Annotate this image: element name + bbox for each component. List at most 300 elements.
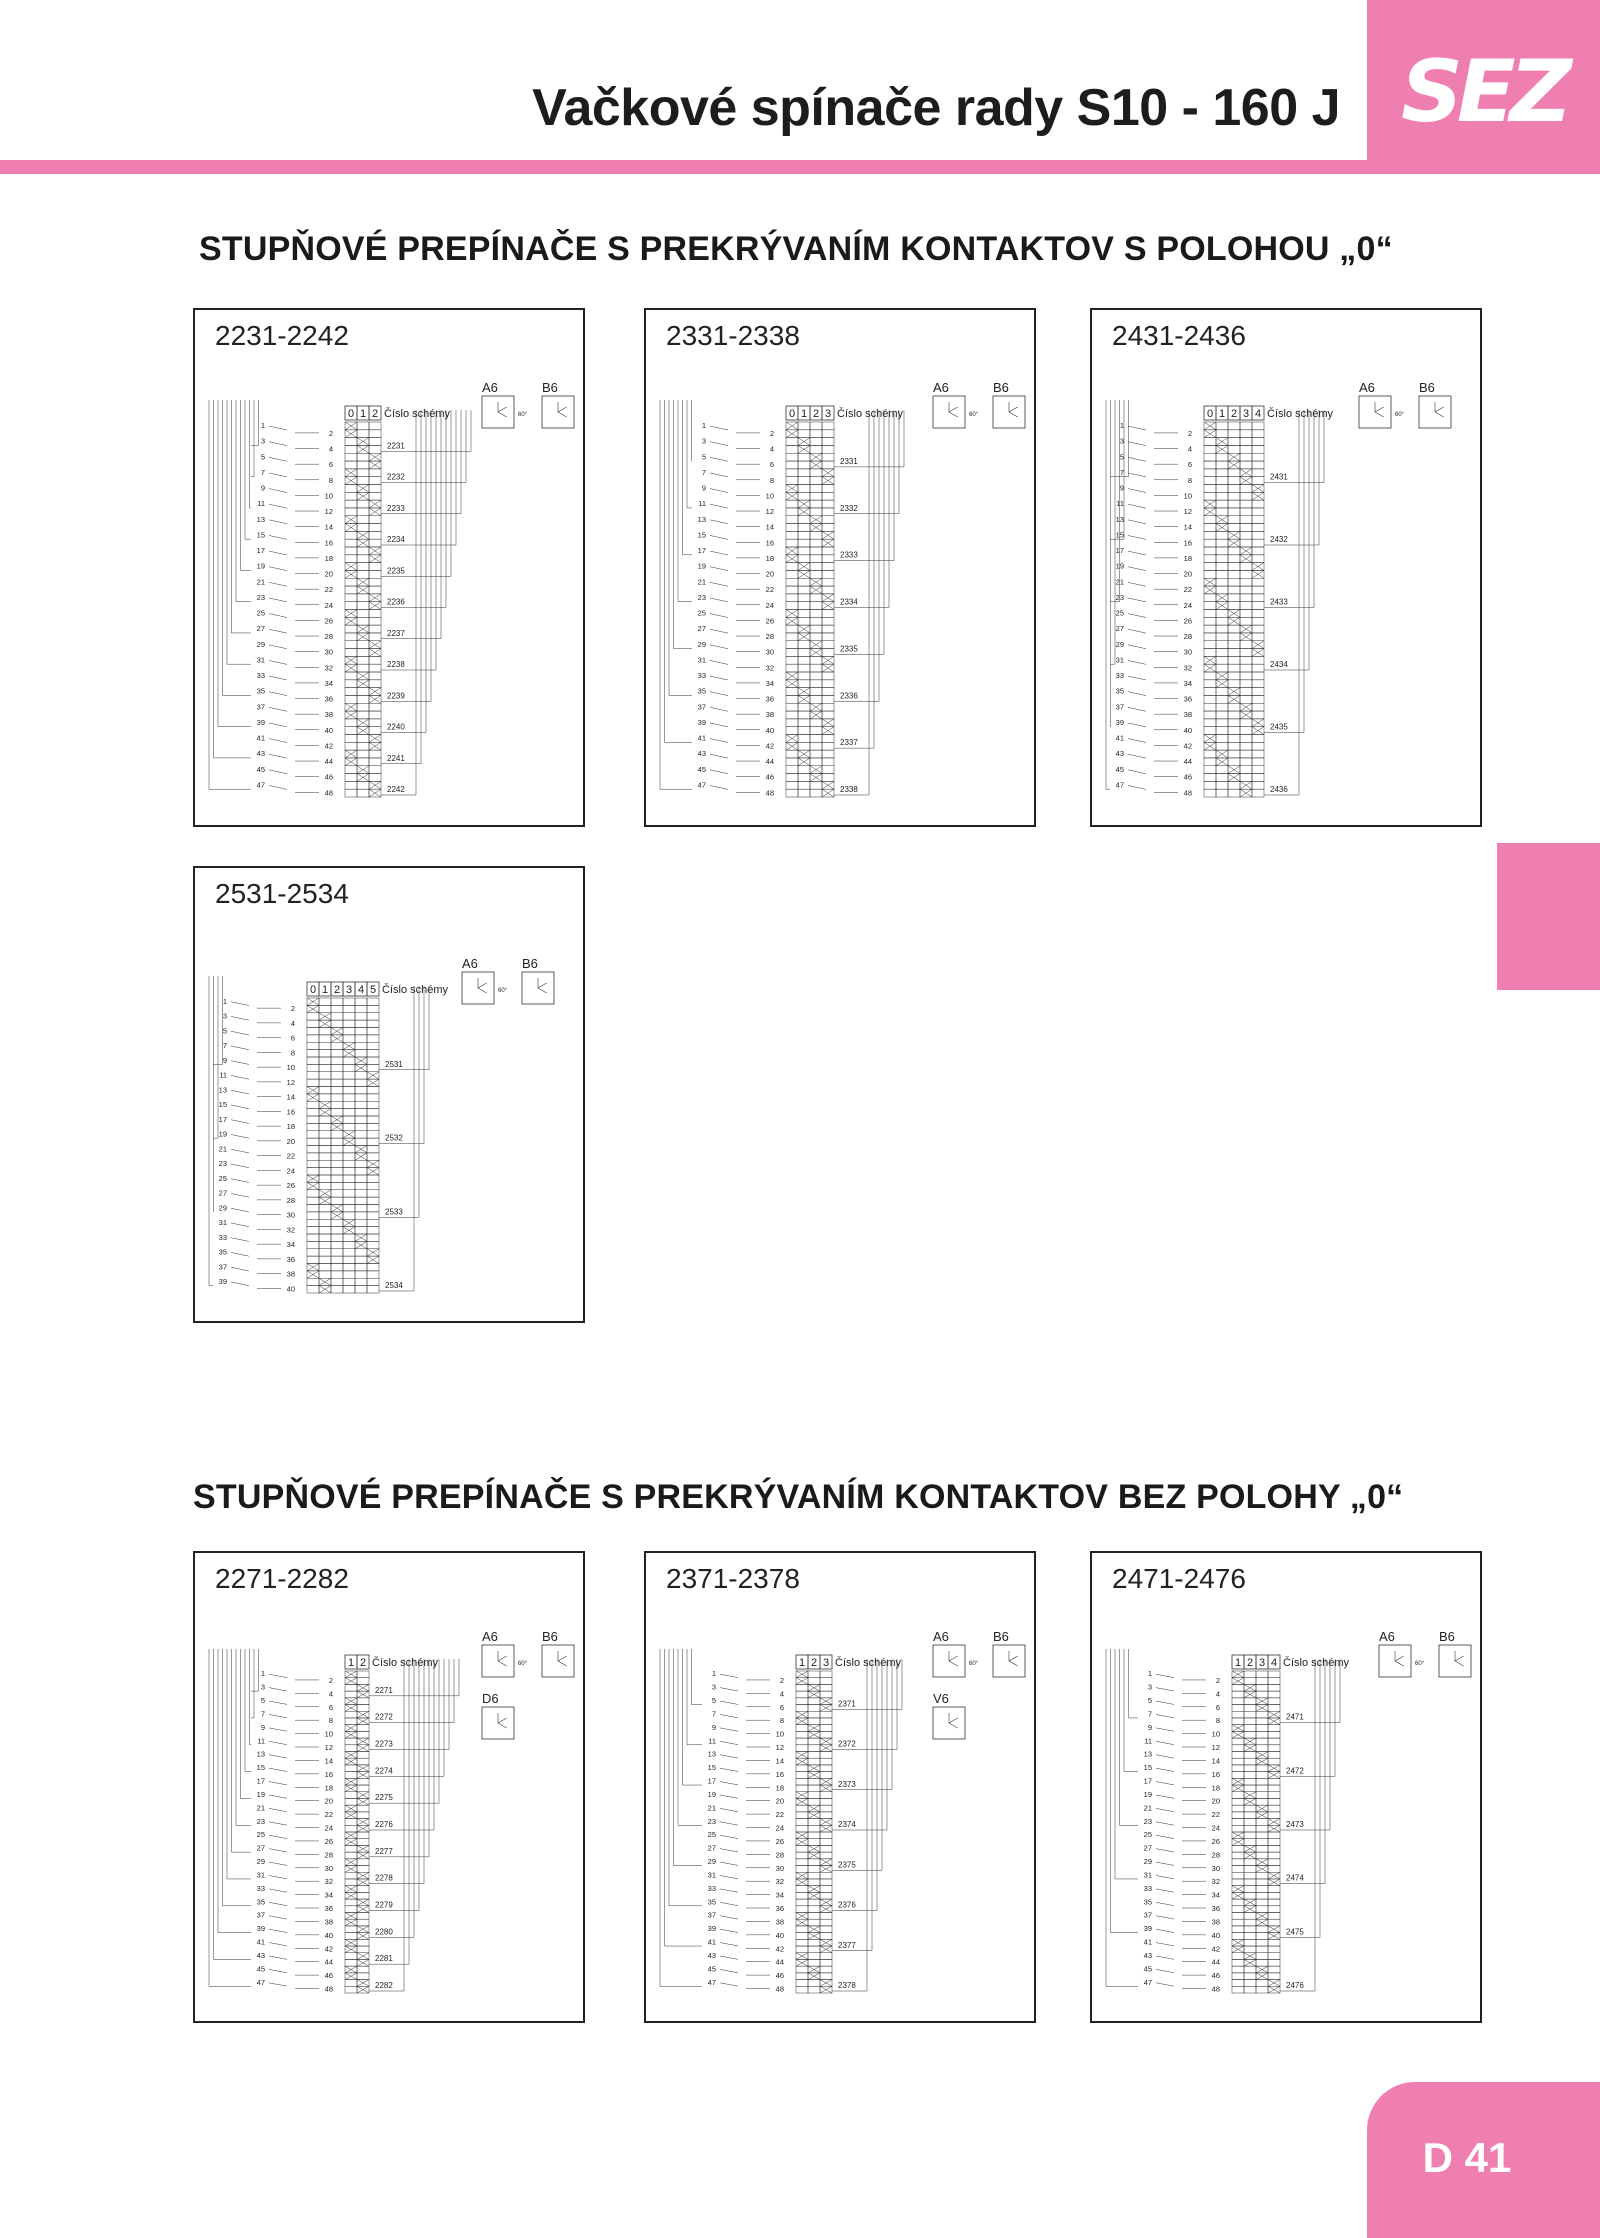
switch-symbol bbox=[269, 1768, 287, 1771]
grid-cell bbox=[307, 1168, 319, 1175]
grid-cell bbox=[345, 672, 357, 680]
grid-cell bbox=[1216, 695, 1228, 703]
angle-label: 60° bbox=[518, 1661, 528, 1667]
terminal-number: 1 bbox=[1119, 421, 1124, 431]
grid-cell bbox=[1228, 524, 1240, 532]
scheme-number: 2475 bbox=[1286, 1927, 1304, 1937]
grid-cell bbox=[369, 711, 381, 719]
terminal-number: 22 bbox=[1183, 585, 1192, 595]
grid-cell bbox=[1240, 492, 1252, 500]
grid-cell bbox=[1252, 578, 1264, 586]
grid-cell bbox=[1256, 1738, 1268, 1745]
grid-cell bbox=[1268, 1899, 1280, 1906]
grid-cell bbox=[1240, 774, 1252, 782]
scheme-number: 2476 bbox=[1286, 1981, 1304, 1990]
grid-cell bbox=[357, 453, 369, 461]
terminal-number: 36 bbox=[324, 694, 333, 704]
grid-cell bbox=[1216, 555, 1228, 563]
grid-cell bbox=[798, 602, 810, 610]
switch-symbol bbox=[231, 1135, 249, 1139]
grid-cell bbox=[1232, 1752, 1244, 1759]
switch-symbol bbox=[720, 1741, 738, 1744]
grid-cell bbox=[796, 1845, 808, 1852]
position-label: 1 bbox=[359, 408, 367, 420]
grid-cell bbox=[331, 1160, 343, 1167]
grid-cell bbox=[810, 430, 822, 438]
grid-cell bbox=[357, 1698, 369, 1705]
grid-cell bbox=[1216, 711, 1228, 719]
grid-cell bbox=[810, 750, 822, 758]
grid-cell bbox=[1204, 438, 1216, 446]
terminal-number: 31 bbox=[697, 655, 706, 665]
grid-cell bbox=[1228, 656, 1240, 664]
terminal-number: 3 bbox=[711, 1682, 716, 1692]
grid-cell bbox=[331, 1197, 343, 1204]
grid-cell bbox=[1252, 625, 1264, 633]
terminal-number: 11 bbox=[1144, 1736, 1152, 1746]
terminal-number: 39 bbox=[256, 1924, 265, 1934]
grid-cell bbox=[343, 1197, 355, 1204]
grid-cell bbox=[1216, 610, 1228, 618]
switch-symbol bbox=[231, 1017, 249, 1021]
grid-cell bbox=[820, 1758, 832, 1765]
grid-cell bbox=[1240, 719, 1252, 727]
grid-cell bbox=[1232, 1765, 1244, 1772]
grid-cell bbox=[367, 1205, 379, 1212]
grid-cell bbox=[319, 1116, 331, 1123]
grid-cell bbox=[1244, 1926, 1256, 1933]
grid-cell bbox=[331, 1064, 343, 1071]
terminal-number: 36 bbox=[286, 1254, 295, 1264]
grid-cell bbox=[796, 1772, 808, 1779]
terminal-number: 22 bbox=[775, 1810, 784, 1820]
grid-cell bbox=[808, 1859, 820, 1866]
grid-cell bbox=[1204, 602, 1216, 610]
terminal-number: 12 bbox=[1211, 1743, 1220, 1753]
grid-cell bbox=[357, 1812, 369, 1819]
switch-symbol bbox=[231, 1238, 249, 1242]
grid-cell bbox=[1244, 1980, 1256, 1987]
grid-cell bbox=[367, 1227, 379, 1234]
grid-cell bbox=[1256, 1718, 1268, 1725]
grid-cell bbox=[319, 1138, 331, 1145]
terminal-number: 34 bbox=[1211, 1890, 1220, 1900]
grid-cell bbox=[1216, 430, 1228, 438]
grid-cell bbox=[1228, 758, 1240, 766]
rotation-arrow bbox=[1435, 412, 1444, 417]
grid-cell bbox=[1228, 477, 1240, 485]
rotation-arrow bbox=[538, 983, 547, 988]
grid-cell bbox=[796, 1859, 808, 1866]
grid-cell bbox=[808, 1698, 820, 1705]
grid-cell bbox=[357, 1678, 369, 1685]
grid-cell bbox=[1252, 758, 1264, 766]
switch-symbol bbox=[1156, 1889, 1174, 1892]
switch-symbol bbox=[720, 1929, 738, 1932]
grid-cell bbox=[1216, 625, 1228, 633]
grid-cell bbox=[357, 1731, 369, 1738]
scheme-number: 2281 bbox=[375, 1954, 393, 1964]
grid-cell bbox=[796, 1946, 808, 1953]
terminal-number: 44 bbox=[775, 1957, 784, 1967]
grid-cell bbox=[786, 633, 798, 641]
scheme-number: 2236 bbox=[387, 597, 405, 607]
scheme-number: 2232 bbox=[387, 472, 405, 482]
grid-cell bbox=[345, 500, 357, 508]
grid-cell bbox=[345, 578, 357, 586]
switch-symbol bbox=[1128, 567, 1146, 571]
rotation-arrow bbox=[478, 988, 487, 993]
grid-cell bbox=[798, 524, 810, 532]
grid-cell bbox=[307, 1205, 319, 1212]
terminal-number: 22 bbox=[765, 585, 774, 595]
grid-cell bbox=[1232, 1825, 1244, 1832]
grid-cell bbox=[1244, 1966, 1256, 1973]
switch-symbol bbox=[269, 692, 287, 696]
grid-cell bbox=[1256, 1852, 1268, 1859]
terminal-number: 9 bbox=[711, 1722, 716, 1732]
switch-symbol bbox=[231, 1031, 249, 1035]
grid-cell bbox=[307, 1057, 319, 1064]
rotation-arrow bbox=[478, 983, 487, 988]
switch-symbol bbox=[231, 1149, 249, 1153]
switch-symbol bbox=[269, 1795, 287, 1798]
terminal-number: 45 bbox=[707, 1964, 716, 1974]
terminal-number: 1 bbox=[1147, 1669, 1152, 1679]
grid-cell bbox=[1244, 1859, 1256, 1866]
grid-cell bbox=[1240, 758, 1252, 766]
grid-cell bbox=[319, 1064, 331, 1071]
terminal-number: 46 bbox=[324, 1971, 333, 1981]
terminal-number: 32 bbox=[324, 663, 333, 673]
grid-cell bbox=[331, 1109, 343, 1116]
rotation-arrow bbox=[498, 412, 507, 417]
grid-cell bbox=[367, 1020, 379, 1027]
grid-cell bbox=[1228, 547, 1240, 555]
bus-line bbox=[692, 400, 693, 461]
switch-symbol bbox=[710, 770, 728, 774]
grid-cell bbox=[343, 1264, 355, 1271]
grid-cell bbox=[1232, 1718, 1244, 1725]
grid-cell bbox=[1228, 735, 1240, 743]
grid-cell bbox=[357, 1725, 369, 1732]
switch-symbol bbox=[1156, 1714, 1174, 1717]
grid-cell bbox=[1244, 1671, 1256, 1678]
scheme-number: 2471 bbox=[1286, 1712, 1304, 1722]
grid-cell bbox=[796, 1980, 808, 1987]
grid-cell bbox=[1240, 680, 1252, 688]
grid-cell bbox=[331, 1087, 343, 1094]
grid-cell bbox=[357, 1705, 369, 1712]
bus-line bbox=[250, 400, 252, 508]
scheme-number: 2271 bbox=[375, 1685, 393, 1695]
terminal-number: 14 bbox=[775, 1756, 784, 1766]
grid-cell bbox=[786, 516, 798, 524]
grid-cell bbox=[355, 1138, 367, 1145]
grid-cell bbox=[345, 727, 357, 735]
grid-cell bbox=[331, 1079, 343, 1086]
grid-cell bbox=[307, 1241, 319, 1248]
switch-symbol bbox=[1156, 1835, 1174, 1838]
switch-symbol bbox=[1128, 614, 1146, 618]
grid-cell bbox=[331, 1101, 343, 1108]
grid-cell bbox=[1244, 1933, 1256, 1940]
terminal-number: 47 bbox=[256, 780, 265, 790]
bus-line bbox=[209, 400, 251, 789]
switch-symbol bbox=[1128, 645, 1146, 649]
grid-cell bbox=[369, 586, 381, 594]
grid-cell bbox=[810, 547, 822, 555]
terminal-number: 9 bbox=[222, 1055, 227, 1065]
grid-cell bbox=[1256, 1839, 1268, 1846]
grid-cell bbox=[357, 1859, 369, 1866]
terminal-number: 44 bbox=[765, 757, 774, 767]
grid-cell bbox=[822, 430, 834, 438]
grid-cell bbox=[331, 1005, 343, 1012]
terminal-number: 8 bbox=[290, 1048, 295, 1058]
grid-cell bbox=[822, 750, 834, 758]
switch-symbol bbox=[269, 676, 287, 680]
grid-cell bbox=[355, 1101, 367, 1108]
grid-cell bbox=[1252, 477, 1264, 485]
terminal-number: 3 bbox=[260, 1682, 265, 1692]
terminal-number: 46 bbox=[1183, 772, 1192, 782]
terminal-number: 18 bbox=[1183, 553, 1192, 563]
grid-cell bbox=[786, 445, 798, 453]
grid-cell bbox=[355, 1131, 367, 1138]
scheme-number: 2237 bbox=[387, 628, 405, 638]
terminal-number: 27 bbox=[1143, 1843, 1152, 1853]
grid-cell bbox=[331, 1190, 343, 1197]
grid-cell bbox=[319, 1079, 331, 1086]
bus-line bbox=[1106, 400, 1110, 789]
bus-line bbox=[660, 1649, 702, 1986]
grid-cell bbox=[1228, 625, 1240, 633]
terminal-number: 24 bbox=[286, 1166, 295, 1176]
grid-cell bbox=[820, 1933, 832, 1940]
terminal-number: 28 bbox=[1183, 632, 1192, 642]
terminal-number: 16 bbox=[324, 1769, 333, 1779]
scheme-number: 2273 bbox=[375, 1739, 393, 1749]
terminal-number: 7 bbox=[260, 467, 265, 477]
grid-cell bbox=[822, 524, 834, 532]
terminal-number: 21 bbox=[1143, 1803, 1152, 1813]
grid-cell bbox=[369, 438, 381, 446]
terminal-number: 38 bbox=[775, 1917, 784, 1927]
grid-cell bbox=[367, 1131, 379, 1138]
grid-cell bbox=[796, 1785, 808, 1792]
terminal-number: 4 bbox=[328, 1689, 333, 1699]
terminal-number: 13 bbox=[1143, 1749, 1152, 1759]
grid-cell bbox=[1216, 617, 1228, 625]
terminal-number: 2 bbox=[328, 1675, 333, 1685]
grid-cell bbox=[1256, 1765, 1268, 1772]
grid-cell bbox=[367, 1138, 379, 1145]
grid-cell bbox=[1268, 1731, 1280, 1738]
terminal-number: 48 bbox=[765, 788, 774, 798]
grid-cell bbox=[1240, 672, 1252, 680]
grid-cell bbox=[1252, 430, 1264, 438]
rotation-arrow bbox=[1009, 1661, 1018, 1666]
grid-cell bbox=[357, 422, 369, 430]
terminal-number: 4 bbox=[290, 1018, 295, 1028]
terminal-number: 41 bbox=[1115, 733, 1124, 743]
grid-cell bbox=[786, 750, 798, 758]
brand-logo: SEZ bbox=[1400, 42, 1567, 142]
scheme-number: 2239 bbox=[387, 691, 405, 701]
position-label: 3 bbox=[345, 984, 353, 996]
grid-cell bbox=[810, 602, 822, 610]
bus-line bbox=[236, 1649, 251, 1825]
grid-cell bbox=[1240, 461, 1252, 469]
switch-symbol bbox=[269, 1956, 287, 1959]
grid-cell bbox=[1240, 445, 1252, 453]
grid-cell bbox=[1240, 500, 1252, 508]
grid-cell bbox=[345, 1872, 357, 1879]
terminal-number: 39 bbox=[218, 1277, 227, 1287]
grid-cell bbox=[796, 1691, 808, 1698]
grid-cell bbox=[307, 1042, 319, 1049]
grid-cell bbox=[820, 1959, 832, 1966]
grid-cell bbox=[1244, 1946, 1256, 1953]
panel-title: 2271-2282 bbox=[215, 1563, 349, 1594]
grid-cell bbox=[1216, 531, 1228, 539]
terminal-number: 28 bbox=[775, 1850, 784, 1860]
symbol-label: B6 bbox=[993, 380, 1009, 395]
terminal-number: 32 bbox=[765, 663, 774, 673]
grid-cell bbox=[1268, 1705, 1280, 1712]
grid-cell bbox=[367, 1005, 379, 1012]
grid-cell bbox=[1256, 1959, 1268, 1966]
grid-cell bbox=[796, 1684, 808, 1691]
grid-cell bbox=[1228, 445, 1240, 453]
grid-cell bbox=[1268, 1852, 1280, 1859]
scheme-number: 2272 bbox=[375, 1712, 393, 1722]
switch-symbol bbox=[231, 1208, 249, 1212]
switch-symbol bbox=[710, 582, 728, 586]
bus-line bbox=[1106, 1649, 1138, 1986]
grid-cell bbox=[796, 1731, 808, 1738]
switch-symbol bbox=[710, 629, 728, 633]
bus-line bbox=[218, 400, 251, 727]
grid-cell bbox=[1204, 680, 1216, 688]
terminal-number: 11 bbox=[1116, 499, 1124, 509]
grid-cell bbox=[1252, 524, 1264, 532]
grid-cell bbox=[1268, 1966, 1280, 1973]
terminal-number: 36 bbox=[765, 694, 774, 704]
grid-cell bbox=[1204, 563, 1216, 571]
terminal-number: 6 bbox=[769, 460, 774, 470]
terminal-number: 40 bbox=[775, 1930, 784, 1940]
grid-cell bbox=[1252, 586, 1264, 594]
grid-cell bbox=[343, 1205, 355, 1212]
switch-symbol bbox=[269, 1835, 287, 1838]
grid-cell bbox=[1252, 617, 1264, 625]
terminal-number: 38 bbox=[1211, 1917, 1220, 1927]
grid-cell bbox=[357, 1805, 369, 1812]
grid-cell bbox=[1240, 531, 1252, 539]
grid-cell bbox=[1216, 727, 1228, 735]
grid-cell bbox=[822, 586, 834, 594]
terminal-number: 40 bbox=[765, 725, 774, 735]
grid-cell bbox=[822, 766, 834, 774]
terminal-number: 6 bbox=[328, 1702, 333, 1712]
switch-symbol bbox=[720, 1674, 738, 1677]
grid-cell bbox=[367, 1197, 379, 1204]
switch-symbol bbox=[720, 1889, 738, 1892]
terminal-number: 19 bbox=[218, 1129, 227, 1139]
scheme-number: 2473 bbox=[1286, 1820, 1304, 1829]
switch-symbol bbox=[720, 1916, 738, 1919]
grid-cell bbox=[357, 508, 369, 516]
grid-cell bbox=[355, 1035, 367, 1042]
grid-cell bbox=[331, 1042, 343, 1049]
scheme-number: 2472 bbox=[1286, 1766, 1304, 1776]
terminal-number: 14 bbox=[286, 1092, 295, 1102]
switch-symbol bbox=[269, 1862, 287, 1865]
grid-cell bbox=[1256, 1892, 1268, 1899]
grid-cell bbox=[343, 1101, 355, 1108]
position-label: 2 bbox=[1246, 1657, 1254, 1669]
grid-cell bbox=[808, 1671, 820, 1678]
grid-cell bbox=[1240, 602, 1252, 610]
scheme-number: 2474 bbox=[1286, 1873, 1304, 1883]
grid-cell bbox=[319, 1131, 331, 1138]
terminal-number: 43 bbox=[256, 749, 265, 759]
switch-symbol bbox=[710, 457, 728, 461]
scheme-number: 2282 bbox=[375, 1981, 393, 1990]
grid-cell bbox=[369, 617, 381, 625]
terminal-number: 34 bbox=[1183, 678, 1192, 688]
grid-cell bbox=[357, 1758, 369, 1765]
rotation-arrow bbox=[558, 412, 567, 417]
grid-cell bbox=[808, 1899, 820, 1906]
grid-cell bbox=[369, 672, 381, 680]
terminal-number: 14 bbox=[324, 1756, 333, 1766]
switch-symbol bbox=[720, 1808, 738, 1811]
side-tab bbox=[1497, 843, 1600, 990]
terminal-number: 11 bbox=[257, 1736, 265, 1746]
terminal-number: 10 bbox=[765, 491, 774, 501]
grid-cell bbox=[786, 711, 798, 719]
grid-cell bbox=[1228, 633, 1240, 641]
terminal-number: 11 bbox=[219, 1070, 227, 1080]
diagram-panel-2531 bbox=[193, 866, 585, 1323]
grid-cell bbox=[343, 1035, 355, 1042]
switch-symbol bbox=[269, 1916, 287, 1919]
grid-cell bbox=[319, 1028, 331, 1035]
grid-cell bbox=[1216, 641, 1228, 649]
grid-cell bbox=[345, 1879, 357, 1886]
switch-symbol bbox=[1156, 1688, 1174, 1691]
grid-cell bbox=[1256, 1953, 1268, 1960]
bus-line bbox=[209, 976, 213, 1286]
grid-cell bbox=[1244, 1752, 1256, 1759]
scheme-number: 2373 bbox=[838, 1779, 856, 1789]
rotation-arrow bbox=[558, 1661, 567, 1666]
grid-cell bbox=[345, 625, 357, 633]
grid-cell bbox=[345, 1986, 357, 1993]
symbol-label: B6 bbox=[993, 1629, 1009, 1644]
scheme-number: 2376 bbox=[838, 1900, 856, 1910]
grid-cell bbox=[810, 625, 822, 633]
grid-cell bbox=[1268, 1684, 1280, 1691]
scheme-number: 2280 bbox=[375, 1927, 393, 1937]
terminal-number: 1 bbox=[711, 1669, 716, 1679]
terminal-number: 28 bbox=[286, 1195, 295, 1205]
grid-cell bbox=[1252, 633, 1264, 641]
grid-cell bbox=[1252, 610, 1264, 618]
